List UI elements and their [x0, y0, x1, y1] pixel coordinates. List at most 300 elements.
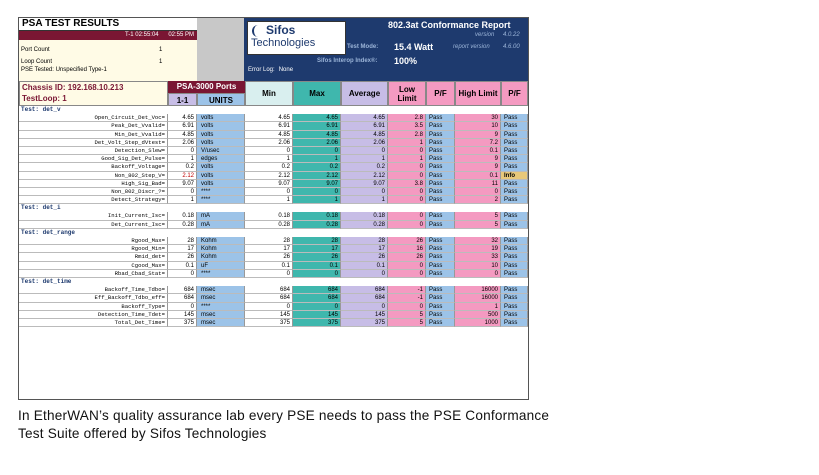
port-value: 28 — [168, 237, 197, 245]
version-value: 4.0.22 — [503, 32, 520, 38]
parameter-name: Total_Det_Time= — [19, 319, 168, 327]
table-row — [19, 311, 528, 319]
parameter-name: Det_Current_Isc= — [19, 221, 168, 229]
ports-header: PSA-3000 Ports — [168, 81, 245, 93]
pass-fail-cell: Pass — [426, 122, 455, 130]
unit-cell: volts — [197, 131, 245, 139]
average-cell: 28 — [341, 237, 388, 245]
version-label: version — [475, 32, 495, 38]
max-cell: 4.85 — [293, 131, 341, 139]
max-cell: 1 — [293, 155, 341, 163]
report-version-value: 4.6.00 — [503, 44, 520, 50]
unit-cell: msec — [197, 319, 245, 327]
pass-fail-cell: Pass — [501, 262, 528, 270]
port-value: 6.91 — [168, 122, 197, 130]
pse-tested-value: Unspecified Type-1 — [55, 67, 107, 73]
min-cell: 0.28 — [245, 221, 293, 229]
min-header: Min — [245, 81, 293, 106]
high-limit-cell: 500 — [455, 311, 501, 319]
max-cell: 684 — [293, 294, 341, 302]
port-value: 2.12 — [168, 172, 197, 180]
unit-cell: msec — [197, 311, 245, 319]
table-row — [19, 196, 528, 204]
sifos-logo — [247, 21, 346, 55]
min-cell: 0 — [245, 188, 293, 196]
parameter-name: Eff_Backoff_Tdbo_eff= — [19, 294, 168, 302]
high-limit-cell: 9 — [455, 131, 501, 139]
port-value: 375 — [168, 319, 197, 327]
low-limit-cell: 0 — [388, 221, 426, 229]
min-cell: 1 — [245, 155, 293, 163]
loop-count-value: 1 — [159, 59, 163, 65]
max-cell: 0.18 — [293, 212, 341, 220]
parameter-name: Det_Volt_Step_dVtest= — [19, 139, 168, 147]
low-limit-cell: 0 — [388, 172, 426, 180]
average-cell: 0 — [341, 270, 388, 278]
pse-tested-label: PSE Tested: — [21, 67, 54, 73]
results-header — [19, 18, 198, 81]
average-cell: 1 — [341, 196, 388, 204]
section-row — [19, 204, 528, 212]
pass-fail-cell: Pass — [501, 237, 528, 245]
high-limit-cell: 0.1 — [455, 172, 501, 180]
unit-cell: Kohm — [197, 237, 245, 245]
average-cell: 4.65 — [341, 114, 388, 122]
table-row — [19, 253, 528, 261]
low-limit-cell: 0 — [388, 188, 426, 196]
max-cell: 0 — [293, 147, 341, 155]
high-limit-cell: 11 — [455, 180, 501, 188]
pass-fail-cell: Pass — [501, 294, 528, 302]
pass-fail-cell: Pass — [501, 188, 528, 196]
logo-text-sifos: Sifos — [266, 23, 296, 37]
high-limit-cell: 33 — [455, 253, 501, 261]
min-cell: 684 — [245, 286, 293, 294]
pass-fail-cell: Info — [501, 172, 528, 180]
pf-header-1: P/F — [426, 81, 455, 106]
pass-fail-cell: Pass — [426, 180, 455, 188]
unit-cell: volts — [197, 139, 245, 147]
chassis-id: Chassis ID: 192.168.10.213 — [22, 83, 124, 92]
timestamp-bar — [19, 31, 197, 40]
pass-fail-cell: Pass — [501, 212, 528, 220]
unit-cell: **** — [197, 303, 245, 311]
high-limit-cell: 5 — [455, 221, 501, 229]
min-cell: 17 — [245, 245, 293, 253]
average-cell: 684 — [341, 286, 388, 294]
port-value: 1 — [168, 155, 197, 163]
max-cell: 0.1 — [293, 262, 341, 270]
table-row — [19, 122, 528, 130]
average-cell: 2.06 — [341, 139, 388, 147]
port-count-label: Port Count — [21, 47, 50, 53]
unit-cell: msec — [197, 294, 245, 302]
section-label: Test: det_time — [21, 277, 72, 285]
average-cell: 0 — [341, 303, 388, 311]
low-limit-cell: 5 — [388, 319, 426, 327]
max-cell: 0 — [293, 188, 341, 196]
port-value: 9.07 — [168, 180, 197, 188]
table-row — [19, 294, 528, 302]
caption — [18, 407, 798, 443]
low-limit-cell: 2.8 — [388, 131, 426, 139]
high-limit-cell: 9 — [455, 163, 501, 171]
section-label: Test: det_v — [21, 106, 61, 113]
high-limit-cell: 2 — [455, 196, 501, 204]
high-limit-header: High Limit — [455, 81, 501, 106]
error-log-value: None — [278, 67, 294, 73]
low-limit-cell: 3.8 — [388, 180, 426, 188]
pass-fail-cell: Pass — [501, 147, 528, 155]
section-row — [19, 278, 528, 286]
parameter-name: Init_Current_Isc= — [19, 212, 168, 220]
max-cell: 28 — [293, 237, 341, 245]
table-row — [19, 180, 528, 188]
report-title: 802.3at Conformance Report — [388, 20, 511, 30]
min-cell: 4.65 — [245, 114, 293, 122]
low-limit-cell: 26 — [388, 237, 426, 245]
unit-cell: volts — [197, 114, 245, 122]
min-cell: 6.91 — [245, 122, 293, 130]
parameter-name: High_Sig_Bad= — [19, 180, 168, 188]
table-row — [19, 303, 528, 311]
parameter-name: Rgood_Max= — [19, 237, 168, 245]
pass-fail-cell: Pass — [501, 139, 528, 147]
port-count-value: 1 — [159, 47, 163, 53]
results-table-body — [19, 106, 528, 327]
test-mode-label: Test Mode: — [347, 44, 379, 50]
max-header: Max — [293, 81, 341, 106]
low-limit-cell: 16 — [388, 245, 426, 253]
min-cell: 0.1 — [245, 262, 293, 270]
report-title-left: PSA TEST RESULTS — [19, 18, 197, 31]
low-limit-cell: 2.8 — [388, 114, 426, 122]
high-limit-cell: 0.1 — [455, 147, 501, 155]
max-cell: 145 — [293, 311, 341, 319]
pf-header-2: P/F — [501, 81, 528, 106]
low-limit-cell: 1 — [388, 139, 426, 147]
port-value: 0 — [168, 188, 197, 196]
max-cell: 6.91 — [293, 122, 341, 130]
average-cell: 26 — [341, 253, 388, 261]
pass-fail-cell: Pass — [426, 319, 455, 327]
max-cell: 0 — [293, 303, 341, 311]
low-limit-cell: 0 — [388, 212, 426, 220]
port-value: 26 — [168, 253, 197, 261]
pass-fail-cell: Pass — [501, 311, 528, 319]
unit-cell: **** — [197, 270, 245, 278]
pass-fail-cell: Pass — [501, 163, 528, 171]
high-limit-cell: 10 — [455, 262, 501, 270]
parameter-name: Detection_Slew= — [19, 147, 168, 155]
table-row — [19, 139, 528, 147]
pass-fail-cell: Pass — [426, 172, 455, 180]
table-row — [19, 212, 528, 220]
pass-fail-cell: Pass — [426, 294, 455, 302]
parameter-name: Backoff_Voltage= — [19, 163, 168, 171]
low-limit-cell: 0 — [388, 163, 426, 171]
port-value: 17 — [168, 245, 197, 253]
average-cell: 684 — [341, 294, 388, 302]
pass-fail-cell: Pass — [426, 147, 455, 155]
parameter-name: Backoff_Time_Tdbo= — [19, 286, 168, 294]
pass-fail-cell: Pass — [501, 221, 528, 229]
min-cell: 0 — [245, 270, 293, 278]
unit-cell: mA — [197, 212, 245, 220]
high-limit-cell: 7.2 — [455, 139, 501, 147]
table-row — [19, 262, 528, 270]
average-cell: 0.28 — [341, 221, 388, 229]
parameter-name: Min_Det_Vvalid= — [19, 131, 168, 139]
pse-tested-line — [19, 66, 197, 74]
average-cell: 145 — [341, 311, 388, 319]
table-row — [19, 237, 528, 245]
high-limit-cell: 5 — [455, 212, 501, 220]
parameter-name: Rbad_Cbad_Stat= — [19, 270, 168, 278]
high-limit-cell: 16000 — [455, 286, 501, 294]
average-cell: 0 — [341, 147, 388, 155]
pass-fail-cell: Pass — [426, 286, 455, 294]
unit-cell: volts — [197, 122, 245, 130]
parameter-name: Non_802_Step_V= — [19, 172, 168, 180]
pass-fail-cell: Pass — [426, 212, 455, 220]
low-limit-cell: 0 — [388, 303, 426, 311]
pass-fail-cell: Pass — [501, 131, 528, 139]
parameter-name: Peak_Det_Vvalid= — [19, 122, 168, 130]
column-header-row — [19, 81, 528, 106]
low-limit-cell: -1 — [388, 294, 426, 302]
average-cell: 2.12 — [341, 172, 388, 180]
max-cell: 0.28 — [293, 221, 341, 229]
port-value: 4.65 — [168, 114, 197, 122]
parameter-name: Backoff_Type= — [19, 303, 168, 311]
table-row — [19, 319, 528, 327]
pass-fail-cell: Pass — [426, 188, 455, 196]
min-cell: 9.07 — [245, 180, 293, 188]
high-limit-cell: 30 — [455, 114, 501, 122]
table-row — [19, 286, 528, 294]
min-cell: 0.18 — [245, 212, 293, 220]
unit-cell: mA — [197, 221, 245, 229]
table-row — [19, 163, 528, 171]
pass-fail-cell: Pass — [426, 196, 455, 204]
unit-cell: msec — [197, 286, 245, 294]
average-cell: 1 — [341, 155, 388, 163]
high-limit-cell: 1000 — [455, 319, 501, 327]
port-count-line — [19, 46, 197, 54]
max-cell: 375 — [293, 319, 341, 327]
parameter-name: Cgood_Max= — [19, 262, 168, 270]
table-row — [19, 147, 528, 155]
average-cell: 0 — [341, 188, 388, 196]
test-mode-value: 15.4 Watt — [394, 42, 434, 52]
section-label: Test: det_range — [21, 228, 76, 236]
low-limit-cell: 0 — [388, 270, 426, 278]
min-cell: 4.85 — [245, 131, 293, 139]
average-cell: 375 — [341, 319, 388, 327]
port-value: 0.18 — [168, 212, 197, 220]
port-value: 0.2 — [168, 163, 197, 171]
table-row — [19, 188, 528, 196]
table-row — [19, 221, 528, 229]
chassis-info — [19, 81, 168, 106]
pass-fail-cell: Pass — [501, 114, 528, 122]
pass-fail-cell: Pass — [426, 155, 455, 163]
average-cell: 0.1 — [341, 262, 388, 270]
min-cell: 0 — [245, 303, 293, 311]
pass-fail-cell: Pass — [426, 311, 455, 319]
table-row — [19, 131, 528, 139]
section-label: Test: det_i — [21, 204, 61, 212]
pass-fail-cell: Pass — [501, 319, 528, 327]
pass-fail-cell: Pass — [426, 114, 455, 122]
caption-line-2: Test Suite offered by Sifos Technologies — [18, 426, 267, 441]
pass-fail-cell: Pass — [501, 122, 528, 130]
pass-fail-cell: Pass — [426, 253, 455, 261]
max-cell: 684 — [293, 286, 341, 294]
port-value: 684 — [168, 286, 197, 294]
low-limit-cell: 3.5 — [388, 122, 426, 130]
loop-count-line — [19, 58, 197, 66]
low-limit-cell: 26 — [388, 253, 426, 261]
high-limit-cell: 16000 — [455, 294, 501, 302]
pass-fail-cell: Pass — [501, 303, 528, 311]
unit-cell: volts — [197, 163, 245, 171]
logo-text-technologies: Technologies — [251, 37, 316, 49]
average-cell: 6.91 — [341, 122, 388, 130]
max-cell: 0.2 — [293, 163, 341, 171]
min-cell: 28 — [245, 237, 293, 245]
units-header: UNITS — [197, 93, 245, 106]
unit-cell: **** — [197, 196, 245, 204]
parameter-name: Detect_Strategy= — [19, 196, 168, 204]
pass-fail-cell: Pass — [501, 245, 528, 253]
port-value: 0 — [168, 147, 197, 155]
high-limit-cell: 0 — [455, 188, 501, 196]
pass-fail-cell: Pass — [501, 180, 528, 188]
port-value: 145 — [168, 311, 197, 319]
port-value: 0.28 — [168, 221, 197, 229]
pass-fail-cell: Pass — [426, 139, 455, 147]
high-limit-cell: 1 — [455, 303, 501, 311]
sifos-wave-icon — [252, 25, 264, 37]
table-row — [19, 245, 528, 253]
header-spacer — [197, 18, 245, 81]
table-row — [19, 114, 528, 122]
pass-fail-cell: Pass — [426, 262, 455, 270]
min-cell: 2.12 — [245, 172, 293, 180]
high-limit-cell: 19 — [455, 245, 501, 253]
time-start: T-1 02:55:04 — [124, 32, 159, 38]
average-header: Average — [341, 81, 388, 106]
unit-cell: volts — [197, 172, 245, 180]
port-value: 684 — [168, 294, 197, 302]
low-limit-cell: 1 — [388, 155, 426, 163]
min-cell: 0 — [245, 147, 293, 155]
pass-fail-cell: Pass — [426, 163, 455, 171]
parameter-name: Rmid_det= — [19, 253, 168, 261]
time-end: 02:55 PM — [168, 32, 194, 38]
low-limit-cell: 0 — [388, 262, 426, 270]
port-value: 0.1 — [168, 262, 197, 270]
max-cell: 2.12 — [293, 172, 341, 180]
average-cell: 17 — [341, 245, 388, 253]
pass-fail-cell: Pass — [426, 245, 455, 253]
parameter-name: Non_802_Discr_?= — [19, 188, 168, 196]
high-limit-cell: 32 — [455, 237, 501, 245]
max-cell: 17 — [293, 245, 341, 253]
report-info-panel — [317, 18, 528, 81]
low-limit-cell: -1 — [388, 286, 426, 294]
average-cell: 4.85 — [341, 131, 388, 139]
unit-cell: Kohm — [197, 253, 245, 261]
average-cell: 0.18 — [341, 212, 388, 220]
pass-fail-cell: Pass — [426, 270, 455, 278]
loop-count-label: Loop Count — [21, 59, 53, 65]
pass-fail-cell: Pass — [426, 221, 455, 229]
caption-line-1: In EtherWAN’s quality assurance lab every PSE needs to pass the PSE Conformance — [18, 408, 550, 423]
report-version-label: report version — [453, 44, 490, 50]
parameter-name: Rgood_Min= — [19, 245, 168, 253]
sifos-logo-panel — [244, 18, 347, 81]
section-row — [19, 229, 528, 237]
port-value: 1 — [168, 196, 197, 204]
pass-fail-cell: Pass — [501, 155, 528, 163]
pass-fail-cell: Pass — [501, 253, 528, 261]
port-value: 2.06 — [168, 139, 197, 147]
parameter-name: Good_Sig_Det_Pulse= — [19, 155, 168, 163]
unit-cell: volts — [197, 180, 245, 188]
parameter-name: Open_Circuit_Det_Voc= — [19, 114, 168, 122]
min-cell: 375 — [245, 319, 293, 327]
parameter-name: Detection_Time_Tdet= — [19, 311, 168, 319]
average-cell: 0.2 — [341, 163, 388, 171]
error-log — [248, 67, 293, 73]
low-limit-cell: 0 — [388, 196, 426, 204]
pass-fail-cell: Pass — [426, 237, 455, 245]
average-cell: 9.07 — [341, 180, 388, 188]
pass-fail-cell: Pass — [426, 303, 455, 311]
high-limit-cell: 10 — [455, 122, 501, 130]
max-cell: 26 — [293, 253, 341, 261]
min-cell: 2.06 — [245, 139, 293, 147]
pass-fail-cell: Pass — [426, 131, 455, 139]
max-cell: 0 — [293, 270, 341, 278]
high-limit-cell: 0 — [455, 270, 501, 278]
max-cell: 2.06 — [293, 139, 341, 147]
pass-fail-cell: Pass — [501, 196, 528, 204]
max-cell: 9.07 — [293, 180, 341, 188]
min-cell: 145 — [245, 311, 293, 319]
min-cell: 1 — [245, 196, 293, 204]
high-limit-cell: 9 — [455, 155, 501, 163]
unit-cell: edges — [197, 155, 245, 163]
table-row — [19, 172, 528, 180]
min-cell: 684 — [245, 294, 293, 302]
pass-fail-cell: Pass — [501, 270, 528, 278]
pass-fail-cell: Pass — [501, 286, 528, 294]
low-limit-header: Low Limit — [388, 81, 426, 106]
conformance-report-sheet — [18, 17, 529, 400]
unit-cell: uF — [197, 262, 245, 270]
port-value: 0 — [168, 270, 197, 278]
max-cell: 1 — [293, 196, 341, 204]
section-row — [19, 106, 528, 114]
low-limit-cell: 5 — [388, 311, 426, 319]
table-row — [19, 270, 528, 278]
error-log-label: Error Log: — [248, 67, 275, 73]
min-cell: 26 — [245, 253, 293, 261]
